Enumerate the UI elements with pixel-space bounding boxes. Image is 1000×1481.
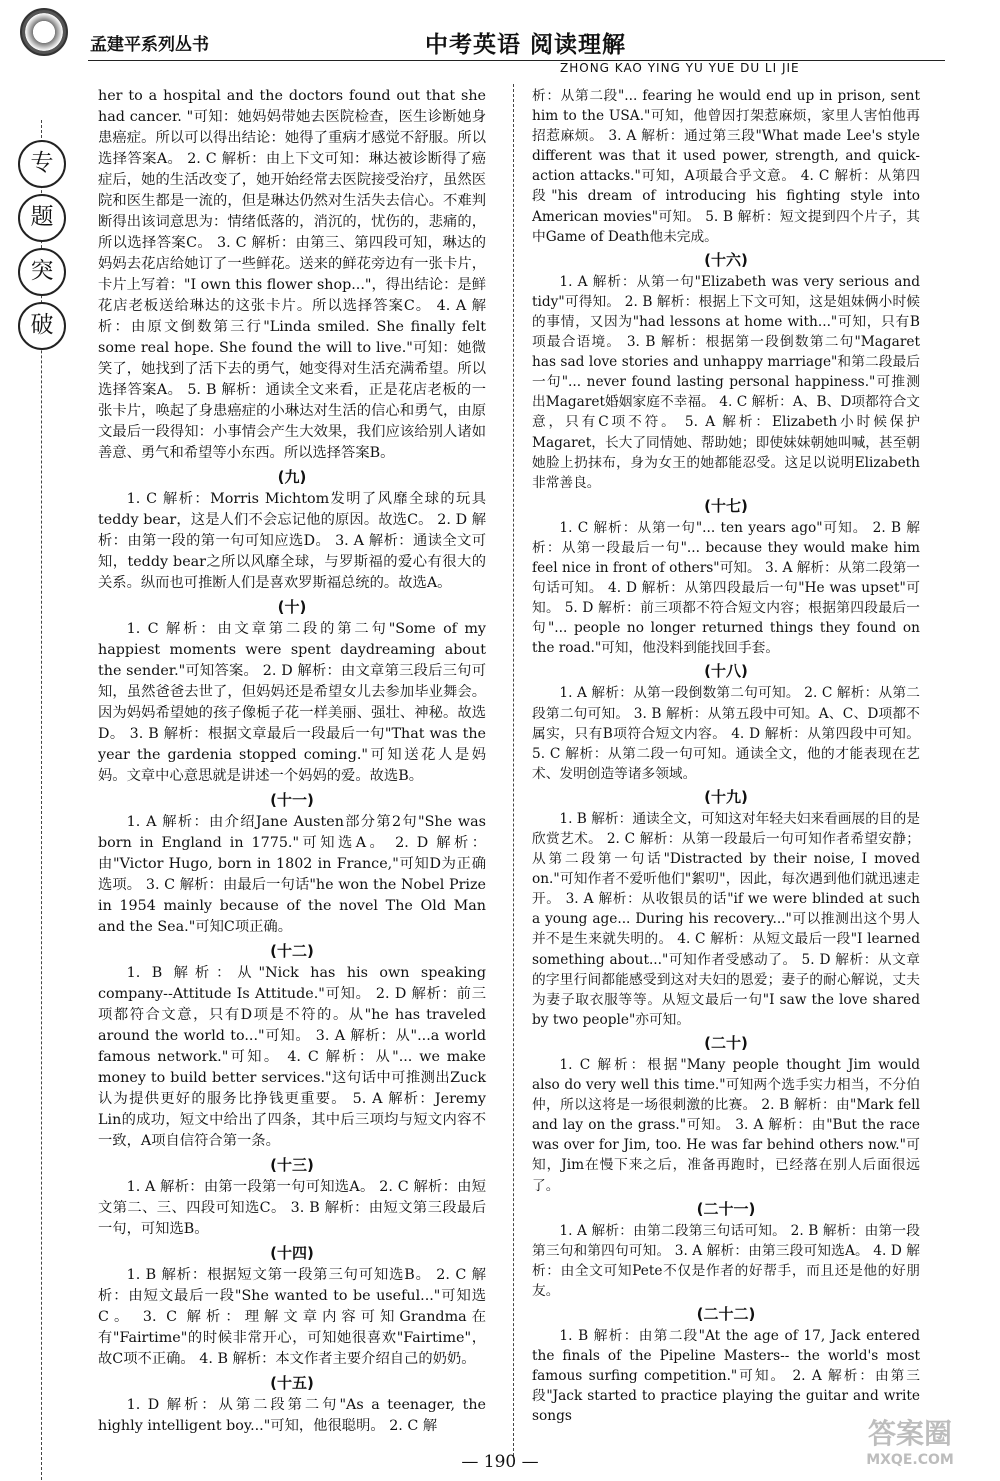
section-body: 1. B 解析：由第二段"At the age of 17, Jack entered the finals of the Pipeline Masters-- the world's most famous surfing competition."可知。 2. A 解析：由第三段"Jack started to practice playing the guitar and write songs [532, 1327, 920, 1425]
section-body: 1. C 解析：从第一句"... ten years ago"可知。 2. B 解析：从第一段最后一句"... because they would make him feel nice in front of others"可知。 3. A 解析：从第二段第一句话可知。 4. D 解析：从第四段最后一句"He was upset"可知。 5. D 解析：前三项都不符合短文内容；根据第四段最后一句"... people no longer returned things they found on the road."可知，他没料到能找回手套。 [532, 519, 920, 657]
site-watermark [835, 1418, 985, 1476]
section-title: (十) [277, 598, 307, 616]
answer-section [98, 1242, 486, 1370]
section-title: (十七) [704, 496, 748, 515]
section-title: (二十二) [696, 1304, 756, 1323]
side-tab-char: 专 [18, 140, 66, 188]
section-body: 1. C 解析：Morris Michtom发明了风靡全球的玩具teddy bear，这是人们不会忘记他的原因。故选C。 2. D 解析：由第一段的第一句可知应选D。 3. A 解析：通读全文可知，teddy bear之所以风靡全球，与罗斯福的爱心有很大的关系。纵而也可推断人们是喜欢罗斯福总统的。故选A。 [98, 491, 486, 591]
column-divider [513, 84, 514, 1456]
watermark-url: MXQE.COM [866, 1452, 954, 1468]
section-title: (十八) [704, 662, 748, 681]
left-column [98, 86, 486, 1439]
section-body: 1. A 解析：由第二段第三句话可知。 2. B 解析：由第一段第三句和第四句可知。 3. A 解析：由第三段可知选A。 4. D 解析：由全文可知Pete不仅是作者的好帮手，而且还是他的好朋友。 [532, 1222, 920, 1299]
answer-section [98, 1154, 486, 1240]
side-tab [18, 120, 68, 1480]
section-title: (十六) [704, 250, 748, 269]
watermark-logo-text: 答案圈 [867, 1417, 952, 1450]
section-body: 1. C 解析：由文章第二段的第二句"Some of my happiest moments were spent daydreaming about the sender."可知答案。 2. D 解析：由文章第三段后三句可知，虽然爸爸去世了，但妈妈还是希望女儿去参加毕业舞会。因为妈妈希望她的孩子像栀子花一样美丽、强壮、神秘。故选D。 3. B 解析：根据文章最后一段最后一句"That was the year the gardenia stopped coming."可知送花人是妈妈。文章中心意思就是讲述一个妈妈的爱。故选B。 [98, 621, 486, 784]
section-body: 1. B 解析：从"Nick has his own speaking company--Attitude Is Attitude."可知。 2. D 解析：前三项都符合文意，只有D项是不符的。从"he has traveled around the world to..."可知。 3. A 解析：从"...a world famous network."可知。 4. C 解析：从"... we make money to build better services."这句话中可推测出Zuck认为提供更好的服务比挣钱更重要。 5. A 解析：Jeremy Lin的成功，短文中给出了四条，其中后三项均与短文内容不一致，A项自信符合第一条。 [98, 965, 486, 1149]
section-title: (十五) [270, 1374, 314, 1392]
section-body: 1. D 解析：从第二段第二句"As a teenager, the highly intelligent boy..."可知，他很聪明。 2. C 解 [98, 1397, 486, 1434]
side-tab-char: 破 [18, 302, 66, 350]
book-title-pinyin: ZHONG KAO YING YU YUE DU LI JIE [560, 61, 800, 75]
section-title: (二十) [704, 1033, 748, 1052]
section-title: (十一) [270, 791, 314, 809]
answer-section [532, 660, 920, 783]
section-body: 1. A 解析：从第一句"Elizabeth was very serious and tidy"可得知。 2. B 解析：根据上下文可知，这是姐妹俩小时候的事情，又因为"had lessons at home with..."可知，只有B项最合语境。 3. B 解析：根据第一段倒数第二句"Magaret has sad love stories and unhappy marriage"和第二段最后一句"... never found lasting personal happiness."可推测出Magaret婚姻家庭不幸福。 4. C 解析：A、B、D项都符合文意，只有C项不符。 5. A 解析：Elizabeth小时候保护Magaret，长大了同情她、帮助她；即使妹妹朝她叫喊，甚至朝她脸上扔抹布，身为女王的她都能忍受。这足以说明Elizabeth非常善良。 [532, 273, 920, 491]
answer-section [532, 249, 920, 493]
continued-answer-text: 析：从第二段"... fearing he would end up in prison, sent him to the USA."可知，他曾因打架惹麻烦，家里人害怕他再招惹麻烦。 3. A 解析：通过第三段"What made Lee's style different was that it used power, strength, and quick-action attacks."可知，A项最合乎文意。 4. C 解析：从第四段"his dream of introducing his fighting style into American movies"可知。 5. B 解析：短文提到四个片子，其中Game of Death他未完成。 [532, 88, 920, 245]
page-header [0, 0, 1000, 78]
answer-section [98, 789, 486, 938]
continued-answer-text: her to a hospital and the doctors found out that she had cancer. "可知：她妈妈带她去医院检查，医生诊断她身患癌症。所以可以得出结论：她得了重病才感觉不舒服。所以选择答案A。 2. C 解析：由上下文可知：琳达被诊断得了癌症后，她的生活改变了，她开始经常去医院接受治疗，虽然医院和医生都是一流的，但是琳达仍然对生活失去信心。不难判断得出该词意思为：情绪低落的，消沉的，忧伤的，悲痛的，所以选择答案C。 3. C 解析：由第三、第四段可知，琳达的妈妈去花店给她订了一些鲜花。送来的鲜花旁边有一张卡片，卡片上写着："I own this flower shop..."，得出结论：是鲜花店老板送给琳达的这张卡片。所以选择答案C。 4. A 解析：由原文倒数第三行"Linda smiled. She finally felt some real hope. She found the will to live."可知：她微笑了，她找到了活下去的勇气，她变得对生活充满希望。所以选择答案A。 5. B 解析：通读全文来看，正是花店老板的一张卡片，唤起了身患癌症的小琳达对生活的信心和勇气，由原文最后一段得知：小事情会产生大效果，我们应该给别人诸如善意、勇气和希望等小东西。所以选择答案B。 [98, 88, 486, 461]
answer-section [98, 466, 486, 594]
publisher-logo-icon [20, 8, 68, 56]
book-series-name: 孟建平系列丛书 [90, 35, 209, 55]
answer-section [532, 495, 920, 659]
page-number: — 190 — [461, 1452, 539, 1472]
side-tab-char: 题 [18, 194, 66, 242]
section-body: 1. C 解析：根据"Many people thought Jim would also do very well this time."可知两个选手实力相当，不分伯仲，所以这将是一场很刺激的比赛。 2. B 解析：由"Mark fell and lay on the grass."可知。 3. A 解析：由"But the race was over for Jim, too. He was far behind others now."可知，Jim在慢下来之后，准备再跑时，已经落在别人后面很远了。 [532, 1056, 920, 1194]
section-title: (十九) [704, 787, 748, 806]
answer-section [532, 1032, 920, 1196]
answer-section [98, 940, 486, 1152]
section-body: 1. B 解析：根据短文第一段第三句可知选B。 2. C 解析：由短文最后一段"She wanted to be useful..."可知选C。 3. C 解析：理解文章内容可知Grandma在有"Fairtime"的时候非常开心，可知她很喜欢"Fairtime"，故C项不正确。 4. B 解析：本文作者主要介绍自己的奶奶。 [98, 1267, 486, 1367]
section-title: (二十一) [696, 1199, 756, 1218]
section-title: (十四) [270, 1244, 314, 1262]
header-rule [88, 60, 945, 61]
book-title: 中考英语 阅读理解 [425, 32, 627, 58]
section-body: 1. A 解析：由第一段第一句可知选A。 2. C 解析：由短文第二、三、四段可知选C。 3. B 解析：由短文第三段最后一句，可知选B。 [98, 1179, 486, 1237]
section-title: (十三) [270, 1156, 314, 1174]
right-column [532, 86, 920, 1428]
section-title: (十二) [270, 942, 314, 960]
section-body: 1. A 解析：由介绍Jane Austen部分第2句"She was born in England in 1775."可知选A。 2. D 解析：由"Victor Hugo, born in 1802 in France,"可知D为正确选项。 3. C 解析：由最后一句话"he won the Nobel Prize in 1954 mainly because of the novel The Old Man and the Sea."可知C项正确。 [98, 814, 486, 935]
answer-section [98, 596, 486, 787]
answer-section [98, 1372, 486, 1437]
section-body: 1. B 解析：通读全文，可知这对年轻夫妇来看画展的目的是欣赏艺术。 2. C 解析：从第一段最后一句可知作者希望安静；从第二段第一句话"Distracted by their noise, I moved on."可知作者不爱听他们"絮叨"，因此，每次遇到他们就迅速走开。 3. A 解析：从收银员的话"if we were blinded at such a young age... During his recovery..."可以推测出这个男人并不是生来就失明的。 4. C 解析：从短文最后一段"I learned something about..."可知作者受感动了。 5. D 解析：从文章的字里行间都能感受到这对夫妇的恩爱；妻子的耐心解说，丈夫为妻子取衣服等等。从短文最后一句"I saw the love shared by two people"亦可知。 [532, 810, 920, 1028]
answer-section [532, 1198, 920, 1301]
side-tab-char: 突 [18, 248, 66, 296]
section-title: (九) [277, 468, 307, 486]
section-body: 1. A 解析：从第一段倒数第二句可知。 2. C 解析：从第二段第二句可知。 3. B 解析：从第五段中可知。A、C、D项都不属实，只有B项符合短文内容。 4. D 解析：从第四段中可知。 5. C 解析：从第二段一句可知。通读全文，他的才能表现在艺术、发明创造等诸多领域。 [532, 685, 920, 782]
answer-section [532, 786, 920, 1030]
answer-section [532, 1303, 920, 1426]
